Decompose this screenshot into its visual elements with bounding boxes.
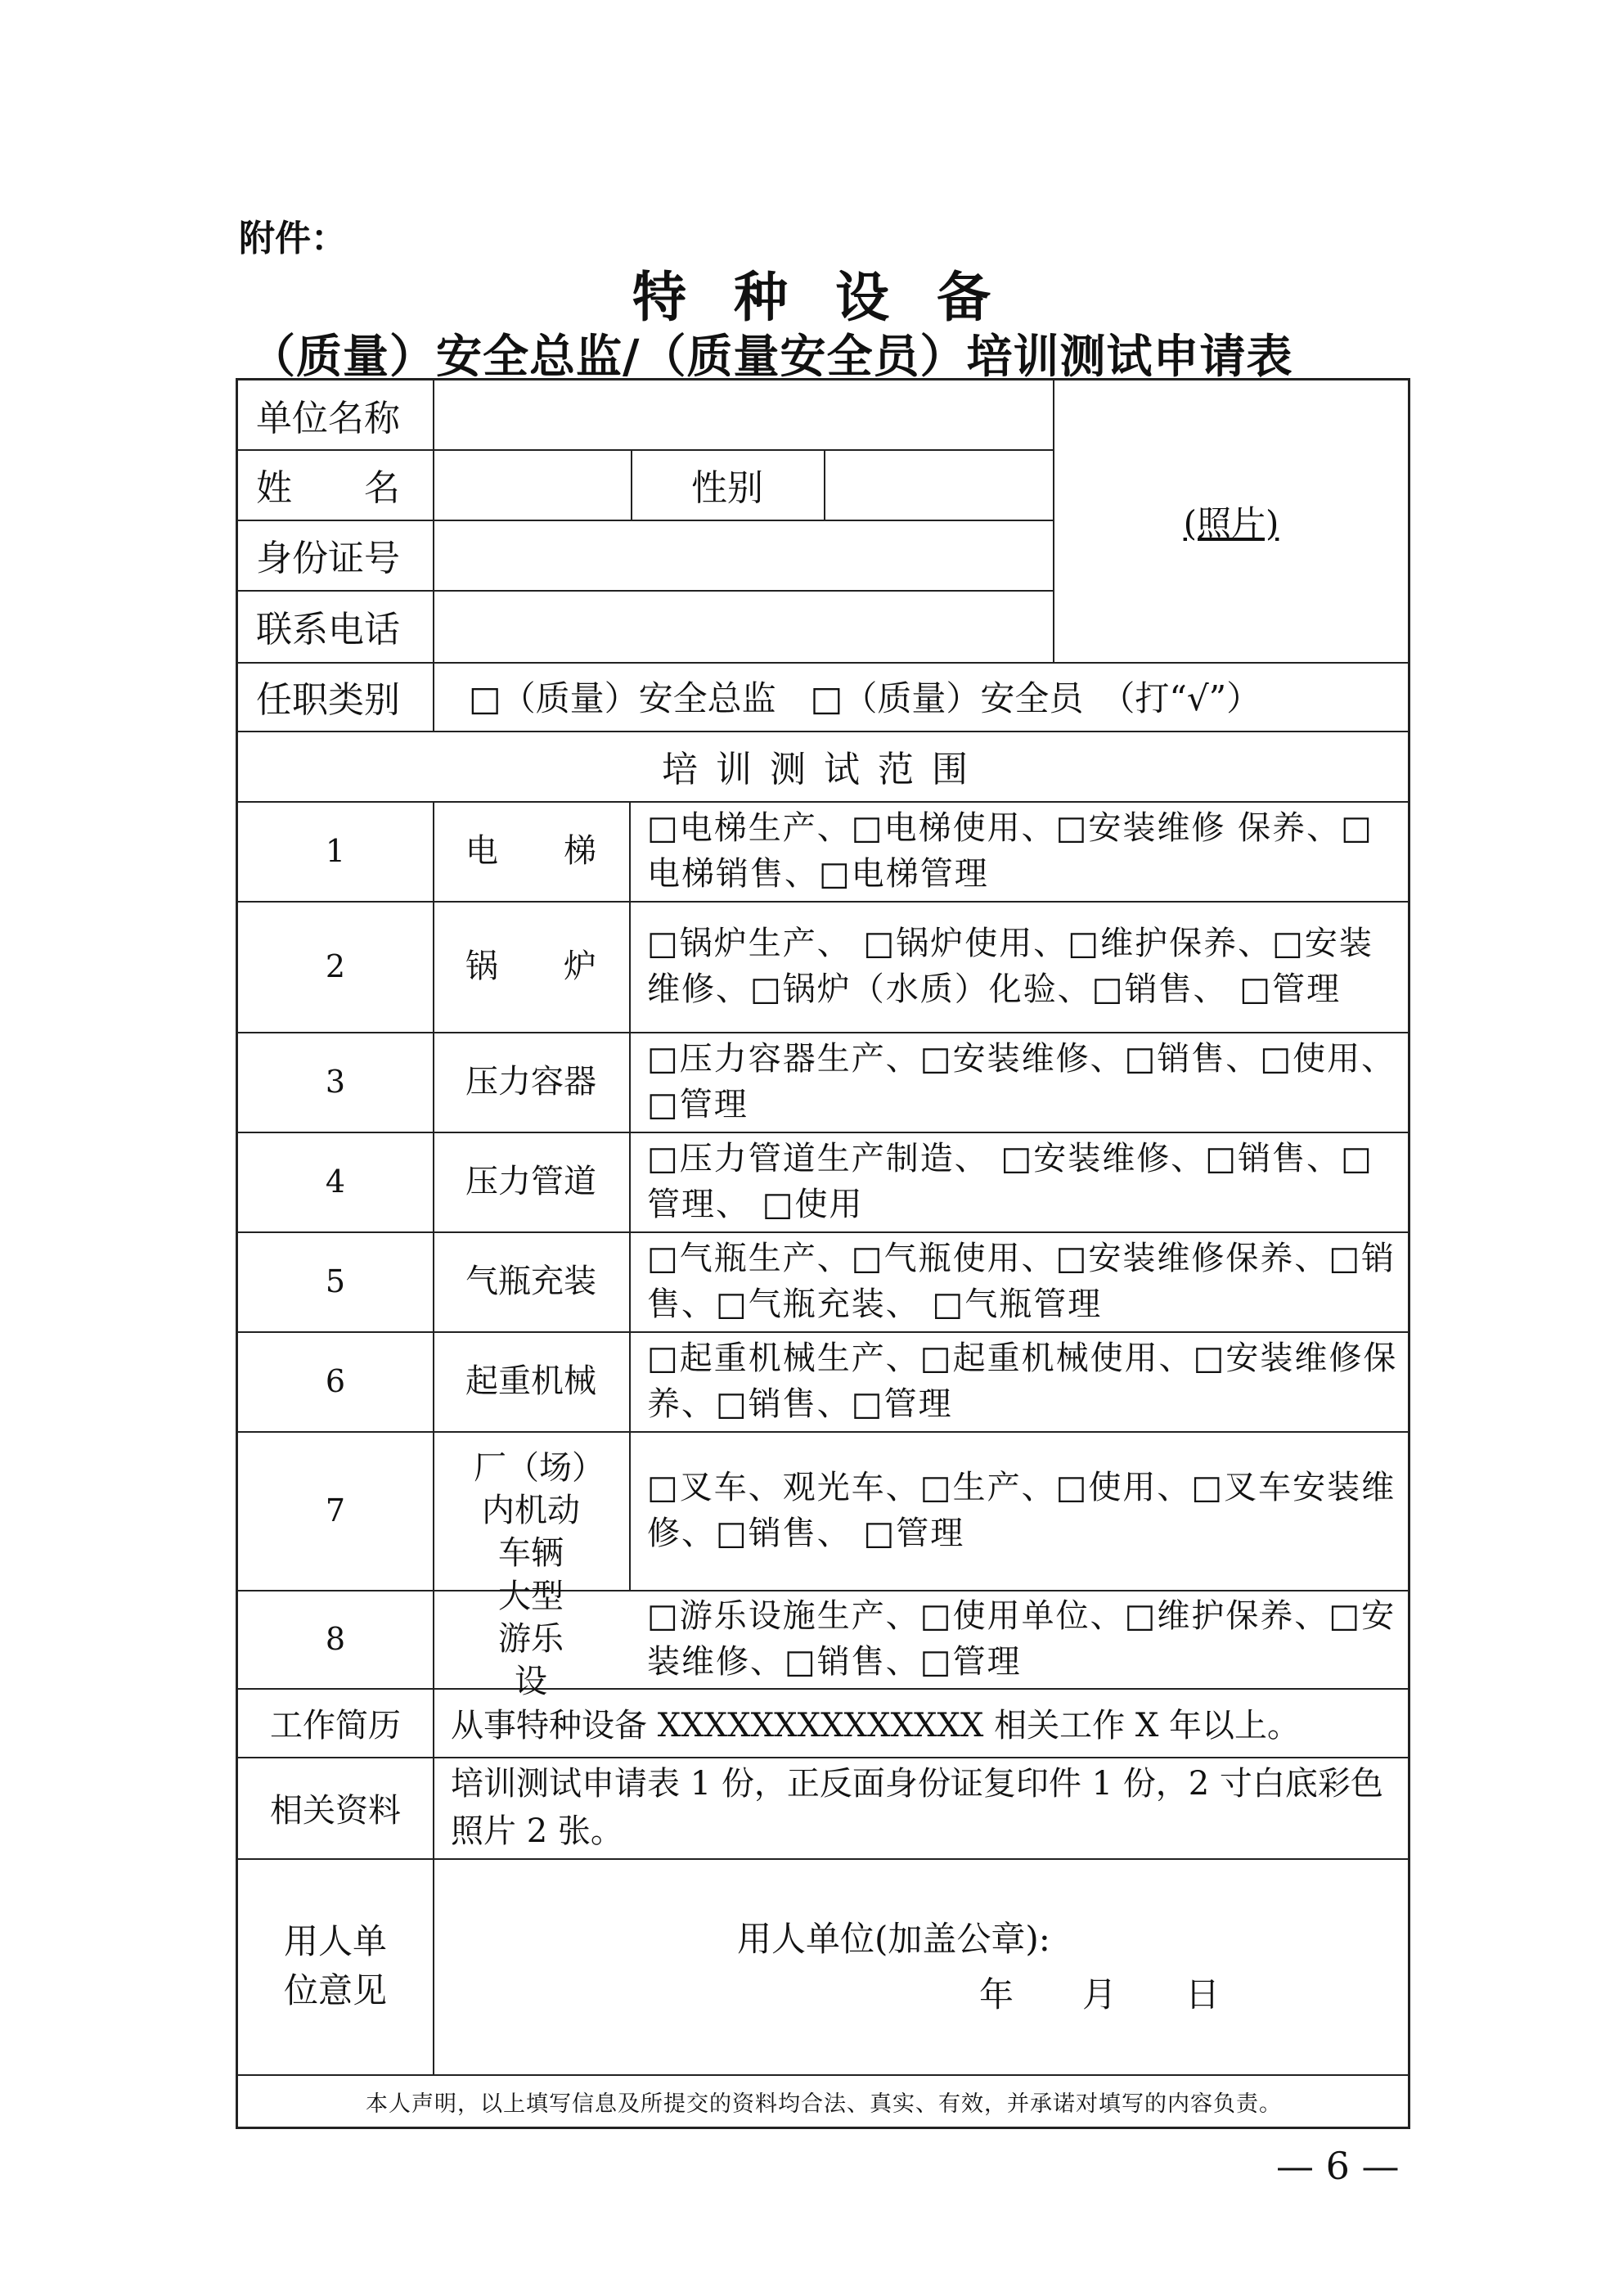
unit-name-label: 单位名称 [256, 398, 400, 439]
id-label: 身份证号 [256, 538, 400, 579]
scope-no: 1 [325, 833, 346, 869]
resume-label: 工作简历 [270, 1706, 401, 1745]
scope-category: 锅 炉 [465, 948, 596, 985]
declaration: 本人声明，以上填写信息及所提交的资料均合法、真实、有效，并承诺对填写的内容负责。 [366, 2091, 1282, 2117]
materials-value: 培训测试申请表 1 份，正反面身份证复印件 1 份，2 寸白底彩色照片 2 张。 [451, 1765, 1383, 1850]
scope-category: 大型游乐设 [498, 1578, 564, 1700]
title-line1: 特种设备 [632, 266, 1038, 329]
photo-placeholder: (照片) [1183, 503, 1279, 543]
scope-category: 厂（场）内机动车辆 [474, 1449, 588, 1572]
scope-category: 压力容器 [465, 1063, 596, 1101]
name-input[interactable] [433, 449, 631, 520]
scope-items[interactable]: □游乐设施生产、□使用单位、□维护保养、□安装维修、□销售、□管理 [647, 1597, 1396, 1681]
scope-items[interactable]: □气瓶生产、□气瓶使用、□安装维修保养、□销售、□气瓶充装、 □气瓶管理 [647, 1240, 1396, 1323]
date-line: 年 月 日 [979, 1974, 1221, 2015]
scope-no: 4 [325, 1164, 346, 1200]
employer-label: 用人单位意见 [283, 1921, 387, 2010]
name-label: 姓 名 [256, 467, 400, 509]
unit-name-input[interactable] [433, 380, 1053, 449]
position-options[interactable]: □（质量）安全总监 □（质量）安全员 （打“√”） [469, 678, 1261, 718]
title-line2: （质量）安全总监/（质量安全员）培训测试申请表 [250, 331, 1293, 384]
employer-seal: 用人单位(加盖公章): [737, 1919, 1050, 1959]
scope-items[interactable]: □起重机械生产、□起重机械使用、□安装维修保养、□销售、□管理 [647, 1339, 1398, 1423]
scope-category: 气瓶充装 [465, 1263, 596, 1300]
materials-label: 相关资料 [270, 1791, 401, 1830]
scope-category: 压力管道 [465, 1163, 596, 1200]
employer-opinion-area[interactable] [433, 1858, 1409, 2074]
scope-no: 3 [325, 1064, 346, 1100]
scope-no: 7 [325, 1492, 346, 1528]
page-number: — 6 — [1276, 2144, 1400, 2188]
attachment-label: 附件： [239, 218, 347, 259]
resume-value[interactable]: 从事特种设备 XXXXXXXXXXXXXX 相关工作 X 年以上。 [451, 1706, 1301, 1745]
application-form [236, 378, 1410, 2129]
scope-no: 5 [325, 1263, 346, 1299]
scope-items[interactable]: □电梯生产、□电梯使用、□安装维修 保养、□电梯销售、□电梯管理 [647, 809, 1373, 893]
scope-items[interactable]: □压力容器生产、□安装维修、□销售、□使用、 □管理 [647, 1040, 1396, 1123]
position-label: 任职类别 [256, 679, 400, 721]
scope-header: 培训测试范围 [662, 749, 986, 790]
scope-category: 电 梯 [465, 832, 596, 870]
scope-items[interactable]: □叉车、观光车、□生产、□使用、□叉车安装维修、□销售、 □管理 [647, 1469, 1396, 1552]
phone-input[interactable] [433, 590, 1053, 662]
scope-no: 6 [325, 1363, 346, 1399]
gender-label: 性别 [691, 467, 763, 509]
scope-no: 8 [325, 1621, 346, 1657]
phone-label: 联系电话 [256, 609, 400, 651]
id-input[interactable] [433, 520, 1053, 590]
gender-input[interactable] [824, 449, 1053, 520]
scope-items[interactable]: □锅炉生产、 □锅炉使用、□维护保养、□安装维修、□锅炉（水质）化验、□销售、 □管理 [647, 925, 1373, 1008]
scope-category: 起重机械 [465, 1362, 596, 1400]
scope-no: 2 [325, 948, 346, 984]
scope-items[interactable]: □压力管道生产制造、 □安装维修、□销售、□管理、 □使用 [647, 1140, 1373, 1223]
